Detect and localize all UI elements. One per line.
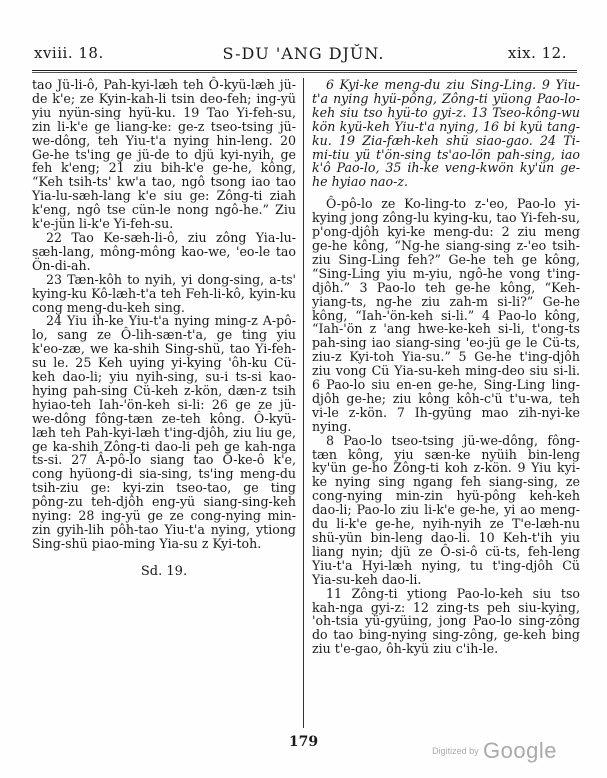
- paragraph: 11 Zông-ti ytiong Pao-lo-keh siu tso kah-nga gyi-z: 12 zing-ts peh siu-kying, 'oh-tsia yü-gyüing, jong Pao-lo sing-zông do tao bing-nying sing-zông, ge-keh bing ziu t'e-gao, ôh-kyü ziu c'ih-le.: [312, 585, 580, 657]
- left-column: [32, 78, 296, 583]
- column-divider: [303, 78, 304, 728]
- paragraph: Ô-pô-lo ze Ko-ling-to z-'eo, Pao-lo yi-kying jong zông-lu kying-ku, tao Yi-feh-su, p'ong-djôh kyi-ke meng-du: 2 ziu meng ge-he kông, “Ng-he siang-sing z-'eo tsih-ziu Sing-Ling feh?” Ge-he teh ge kông, “Sing-Ling yiu m-yiu, ngô-he vong t'ing-djôh.” 3 Pao-lo teh ge-he kông, “Keh-yiang-ts, ng-he ziu zah-m si-li?” Ge-he kông, “Iah-'ön-keh si-li.” 4 Pao-lo kông, “Iah-'ön z 'ang hwe-ke-keh si-li, t'ong-ts pah-sing iao siang-sing 'eo-jü ge le Cü-ts, ziu-z Kyi-toh Yia-su.” 5 Ge-he t'ing-djôh ziu vong Cü Yia-su-keh ming-deo siu si-li. 6 Pao-lo siu en-en ge-he, Sing-Ling ling-djôh ge-he; ziu kông kôh-c'ü t'u-wa, teh vi-le z-kön. 7 Ih-gyüng mao zih-nyi-ke nying.: [312, 196, 580, 434]
- section-heading: Sd. 19.: [140, 563, 188, 579]
- digitized-watermark: [432, 738, 557, 764]
- page-number: 179: [288, 734, 319, 750]
- google-logo: Google: [483, 738, 557, 763]
- paragraph: 24 Yiu ih-ke Yiu-t'a nying ming-z A-pô-lo, sang ze Ô-lih-sæn-t'a, ge ting yiu k'eo-zæ, we ka-shih Sing-shü, tao Yi-feh-su le. 25 Keh uying yi-kying 'ôh-ku Cü-keh dao-li; yiu nyih-sing, su-i ts-si kao-hying pah-sing Cü-keh z-kön, dæn-z tsih hyiao-teh Iah-'ön-keh si-li: 26 ge ze jü-we-dông fông-tæn ze-teh kông. Ô-kyü-læh teh Pah-kyi-læh t'ing-djôh, ziu liu ge, ge ka-shih Zông-ti dao-li peh ge kah-nga ts-si. 27 Â-pô-lo siang tao Ô-ke-ô k'e, cong hyüong-di sia-sing, ts'ing meng-du tsih-ziu ge: kyi-zin tseo-tao, ge ting pông-zu teh-djôh eng-yü siang-sing-keh nying: 28 ing-yü ge ze cong-nying min-zin gyih-lih pôh-tao Yiu-t'a nying, ytiong Sing-shü piao-ming Yia-su z Kyi-toh.: [32, 313, 296, 551]
- running-title: S-DU 'ANG DJŬN.: [222, 44, 385, 63]
- chapter-summary: 6 Kyi-ke meng-du ziu Sing-Ling. 9 Yiu-t'a nying hyü-pông, Zông-ti yüong Pao-lo-keh siu tso hyü-to gyi-z. 13 Tseo-kông-wu kön kyü-keh Yiu-t'a nying, 16 bi kyü tang-ku. 19 Zia-fæh-keh shü siao-gao. 24 Ti-mi-tiu yü t'ön-sing ts'ao-lön pah-sing, iao k'ô Pao-lo, 35 ih-ke veng-kwön ky'ün ge-he hyiao nao-z.: [312, 77, 580, 190]
- header-rule: [32, 70, 577, 71]
- paragraph: 8 Pao-lo tseo-tsing jü-we-dông, fông-tæn kông, yiu sæn-ke nyüih bin-leng ky'ün ge-ho Zông-ti koh z-kön. 9 Yiu kyi-ke nying sing ngang feh siang-sing, ze cong-nying min-zin hyü-pông keh-keh dao-li; Pao-lo ziu li-k'e ge-he, yi ao meng-du li-k'e ge-he, nyih-nyih ze T'e-læh-nu shü-yün bin-leng dao-li. 10 Keh-t'ih yiu liang nyin; djü ze Ô-si-ô cü-ts, feh-leng Yiu-t'a Hyi-læh nying, tu t'ing-djôh Cü Yia-su-keh dao-li.: [312, 432, 580, 587]
- paragraph: 22 Tao Ke-sæh-li-ô, ziu zông Yia-lu-sæh-lang, mông-mông kao-we, 'eo-le tao Ön-di-ah.: [32, 229, 296, 273]
- watermark-caption: Digitized by: [432, 746, 479, 756]
- header-rule-secondary: [32, 72, 577, 73]
- header-right-reference: xix. 12.: [507, 44, 567, 62]
- header-left-reference: xviii. 18.: [34, 44, 104, 62]
- paragraph: 23 Tæn-kôh to nyih, yi dong-sing, a-ts' kying-ku Kô-læh-t'a teh Feh-li-kô, kyin-ku cong meng-du-keh sing.: [32, 271, 296, 315]
- paragraph: tao Jü-li-ô, Pah-kyi-læh teh Ô-kyü-læh jü-de k'e; ze Kyin-kah-li tsin deo-feh; ing-yü yiu nyün-sing hyü-ku. 19 Tao Yi-feh-su, zin li-k'e ge liang-ke: ge-z tseo-tsing jü-we-dông, teh Yiu-t'a nying hin-leng. 20 Ge-he ts'ing ge jü-de to djü kyi-nyih, ge feh k'eng; 21 ziu bih-k'e ge-he, kông, “Keh tsih-ts' kw'a tao, ngô tsong iao tao Yia-lu-sæh-lang k'e siu ge: Zông-ti ziah k'eng, ngô tse cün-le nong ngô-he.” Ziu k'e-jün li-k'e Yi-feh-su.: [32, 77, 296, 232]
- right-column: [312, 78, 580, 656]
